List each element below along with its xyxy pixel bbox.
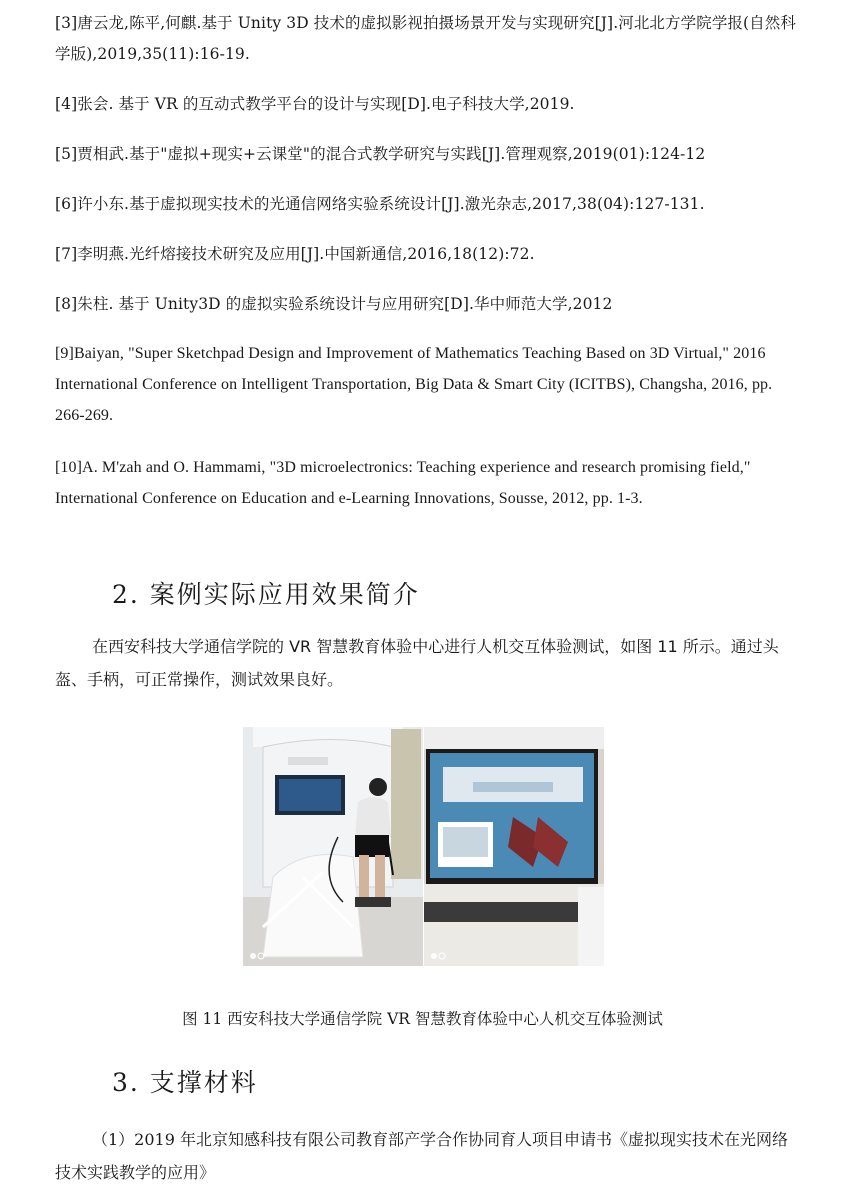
reference-9: [9]Baiyan, "Super Sketchpad Design and Improvement of Mathematics Teaching Based on 3D Virtual," 2016 International Conference on Intelligent Transportation, Big Data & Smart City (ICITBS), Changsha, 2016, pp. 266-269. [55,345,773,424]
reference-6: [6]许小东.基于虚拟现实技术的光通信网络实验系统设计[J].激光杂志,2017,38(04):127-131. [55,195,705,213]
reference-7: [7]李明燕.光纤熔接技术研究及应用[J].中国新通信,2016,18(12):72. [55,245,535,263]
vr-headset [369,778,387,796]
vr-experience-photo [243,727,604,966]
reference-3: [3]唐云龙,陈平,何麒.基于 Unity 3D 技术的虚拟影视拍摄场景开发与实现研究[J].河北北方学院学报(自然科学版),2019,35(11):16-19. [55,14,796,63]
figure-11-photo [243,727,604,966]
section-2-paragraph: 在西安科技大学通信学院的 VR 智慧教育体验中心进行人机交互体验测试，如图 11 所示。通过头盔、手柄，可正常操作，测试效果良好。 [55,637,779,689]
reference-5: [5]贾相武.基于"虚拟+现实+云课堂"的混合式教学研究与实践[J].管理观察,2019(01):124-12 [55,145,706,163]
support-material-1: （1）2019 年北京知感科技有限公司教育部产学合作协同育人项目申请书《虚拟现实技术在光网络技术实践教学的应用》 [55,1130,788,1182]
section-2-heading: 2. 案例实际应用效果简介 [112,580,420,609]
reference-8: [8]朱柱. 基于 Unity3D 的虚拟实验系统设计与应用研究[D].华中师范大学,2012 [55,295,613,313]
reference-10: [10]A. M'zah and O. Hammami, "3D microelectronics: Teaching experience and research promising field," International Conference on Education and e-Learning Innovations, Sousse, 2012, pp. 1-3. [55,459,751,507]
figure-caption: 图 11 西安科技大学通信学院 VR 智慧教育体验中心人机交互体验测试 [182,1010,663,1028]
reference-4: [4]张会. 基于 VR 的互动式教学平台的设计与实现[D].电子科技大学,2019. [55,95,575,113]
section-3-heading: 3. 支撑材料 [112,1068,258,1097]
